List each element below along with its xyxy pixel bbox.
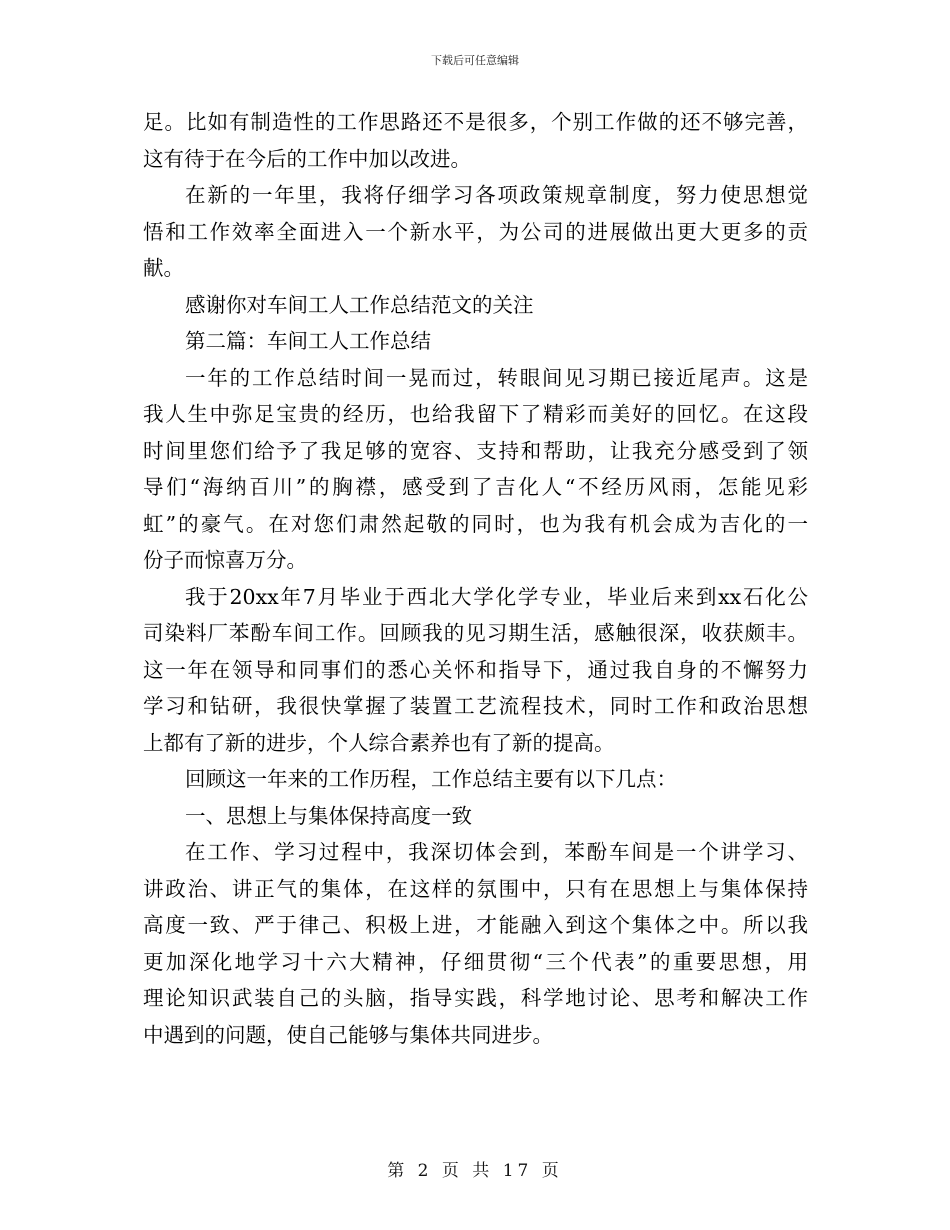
text-line: 在新的一年里，我将仔细学习各项政策规章制度，努力使思想觉	[185, 183, 808, 207]
text-line: 更加深化地学习十六大精神，仔细贯彻“三个代表”的重要思想，用	[143, 949, 808, 974]
text-line: 感谢你对车间工人工作总结范文的关注	[185, 292, 534, 317]
text-line: 中遇到的问题，使自己能够与集体共同进步。	[143, 1022, 553, 1047]
text-line: 时间里您们给予了我足够的宽容、支持和帮助，让我充分感受到了领	[143, 438, 808, 463]
text-line: 导们“海纳百川”的胸襟，感受到了吉化人“不经历风雨，怎能见彩	[143, 475, 808, 499]
text-line: 悟和工作效率全面进入一个新水平，为公司的进展做出更大更多的贡	[143, 219, 808, 244]
text-line: 这有待于在今后的工作中加以改进。	[143, 146, 471, 171]
page-footer: 第 2 页 共 17 页	[387, 1161, 563, 1181]
text-line: 一、思想上与集体保持高度一致	[185, 803, 472, 828]
text-line: 我于20xx年7月毕业于西北大学化学专业，毕业后来到xx石化公	[185, 584, 808, 609]
text-line: 虹”的豪气。在对您们肃然起敬的同时，也为我有机会成为吉化的一	[143, 511, 808, 536]
text-line: 足。比如有制造性的工作思路还不是很多，个别工作做的还不够完善，	[143, 110, 808, 134]
text-line: 第二篇：车间工人工作总结	[185, 329, 431, 353]
text-line: 司染料厂苯酚车间工作。回顾我的见习期生活，感触很深，收获颇丰。	[143, 621, 808, 645]
text-line: 献。	[143, 256, 184, 280]
text-line: 学习和钻研，我很快掌握了装置工艺流程技术，同时工作和政治思想	[143, 694, 808, 718]
text-line: 在工作、学习过程中，我深切体会到，苯酚车间是一个讲学习、	[185, 840, 808, 864]
text-line: 一年的工作总结时间一晃而过，转眼间见习期已接近尾声。这是	[185, 365, 808, 390]
text-line: 高度一致、严于律己、积极上进，才能融入到这个集体之中。所以我	[143, 913, 808, 937]
text-line: 份子而惊喜万分。	[143, 548, 307, 572]
text-line: 我人生中弥足宝贵的经历，也给我留下了精彩而美好的回忆。在这段	[143, 402, 808, 426]
text-line: 理论知识武装自己的头脑，指导实践，科学地讨论、思考和解决工作	[143, 986, 808, 1010]
text-line: 讲政治、讲正气的集体，在这样的氛围中，只有在思想上与集体保持	[143, 876, 808, 901]
page-header: 下载后可任意编辑	[431, 54, 519, 67]
document-body	[143, 104, 808, 1053]
text-line: 回顾这一年来的工作历程，工作总结主要有以下几点：	[185, 767, 677, 791]
text-line: 上都有了新的进步，个人综合素养也有了新的提高。	[143, 730, 615, 755]
text-line: 这一年在领导和同事们的悉心关怀和指导下，通过我自身的不懈努力	[143, 657, 808, 682]
